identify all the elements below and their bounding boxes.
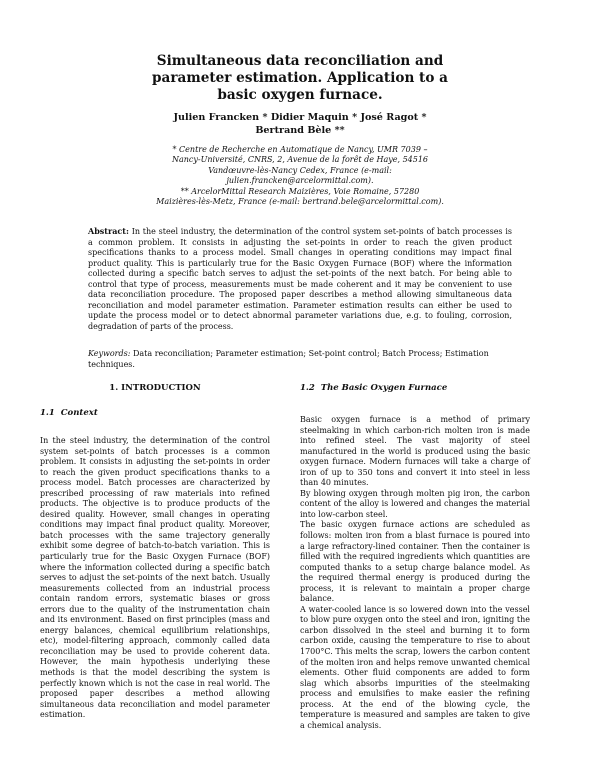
subsection-number: 1.1 xyxy=(40,408,55,418)
context-paragraph: In the steel industry, the determination of the control system set-points of batch processes is a common problem. It consists in adjusting the set-points in order to reach the given product specifications thanks to a process model. Batch processes are characterized by prescribed processing of raw materials into refined products. The objective is to produce products of the desired quality. However, small changes in operating conditions may impact final product quality. Moreover, batch processes with the same trajectory generally exhibit some degree of batch-to-batch variation. This is particularly true for the Basic Oxygen Furnace (BOF) where the information collected during a specific batch serves to adjust the set-points of the next batch. Usually measurements collected from an industrial process contain random errors, systematic biases or gross errors due to the quality of the instrumentation chain and its environment. Based on first principles (mass and energy balances, chemical equilibrium relationships, etc), model-filtering approach, commonly called data reconciliation may be used to provide coherent data. However, the main hypothesis underlying these methods is that the model describing the system is perfectly known which is not the case in real world. The proposed paper describes a method allowing simultaneous data reconciliation and model parameter estimation. xyxy=(40,436,270,720)
affiliation-line: julien.francken@arcelormittal.com). xyxy=(226,176,374,186)
title-line: parameter estimation. Application to a xyxy=(152,70,448,86)
authors-line: Julien Francken * Didier Maquin * José Ragot * xyxy=(173,112,427,123)
abstract xyxy=(88,226,512,332)
title-line: basic oxygen furnace. xyxy=(217,87,383,103)
subsection-number: 1.2 xyxy=(300,383,315,393)
affiliation-line: ** ArcelorMittal Research Maizières, Voie Romaine, 57280 xyxy=(180,186,420,196)
bof-paragraph: By blowing oxygen through molten pig iron, the carbon content of the alloy is lowered and changes the material into low-carbon steel. xyxy=(300,488,530,519)
affiliation-line: Vandœuvre-lès-Nancy Cedex, France (e-mail: xyxy=(208,165,392,175)
affiliation-line: Nancy-Université, CNRS, 2, Avenue de la forêt de Haye, 54516 xyxy=(171,155,429,165)
abstract-label: Abstract: xyxy=(88,226,129,236)
affiliation-line: * Centre de Recherche en Automatique de Nancy, UMR 7039 – xyxy=(172,145,428,154)
affiliation-line: Maizières-lès-Metz, France (e-mail: bertrand.bele@arcelormittal.com). xyxy=(156,197,444,207)
subsection-heading-context xyxy=(40,408,98,418)
bof-paragraph: Basic oxygen furnace is a method of primary steelmaking in which carbon-rich molten iron is made into refined steel. The vast majority of steel manufactured in the world is produced using the basic oxygen furnace. Modern furnaces will take a charge of iron of up to 350 tons and convert it into steel in less than 40 minutes. xyxy=(300,415,530,488)
bof-paragraph: The basic oxygen furnace actions are scheduled as follows: molten iron from a blast furnace is poured into a large refractory-lined container. Then the container is filled with the required ingredients which quantities are computed thanks to a setup charge balance model. As the required thermal energy is produced during the process, it is relevant to maintain a proper charge balance. xyxy=(300,520,530,604)
left-column xyxy=(40,436,270,721)
right-column xyxy=(300,415,530,731)
section-heading: 1. INTRODUCTION xyxy=(109,383,201,393)
authors-line: Bertrand Bèle ** xyxy=(255,125,345,136)
abstract-text: In the steel industry, the determination of the control system set-points of batch processes is a common problem. It consists in adjusting the set-points in order to reach the given product specifications thanks to a process model. Small changes in operating conditions may impact final product quality. This is particularly true for the Basic Oxygen Furnace (BOF) where the information collected during a specific batch serves to adjust the set-points of the next batch. For being able to control that type of process, measurements must be made coherent and it may be convenient to use data reconciliation procedure. The proposed paper describes a method allowing simultaneous data reconciliation and model parameter estimation. Parameter estimation results can either be used to update the process model or to detect abnormal parameter variations due, e.g. to fouling, corrosion, degradation of parts of the process. xyxy=(88,227,512,331)
keywords-text: Data reconciliation; Parameter estimation; Set-point control; Batch Process; Estimation techniques. xyxy=(88,349,489,369)
keywords xyxy=(88,349,512,370)
subsection-heading-bof xyxy=(300,383,447,393)
keywords-label: Keywords: xyxy=(88,349,131,358)
paper-title xyxy=(110,53,490,104)
subsection-title: The Basic Oxygen Furnace xyxy=(320,383,448,393)
bof-paragraph: A water-cooled lance is so lowered down into the vessel to blow pure oxygen onto the steel and iron, igniting the carbon dissolved in the steel and burning it to form carbon oxide, causing the temperature to rise to about 1700°C. This melts the scrap, lowers the carbon content of the molten iron and helps remove unwanted chemical elements. Other fluid components are added to form slag which absorbs impurities of the steelmaking process and emulsifies to make easier the refining process. At the end of the blowing cycle, the temperature is measured and samples are taken to give a chemical analysis. xyxy=(300,604,530,730)
author-list xyxy=(110,111,490,137)
subsection-title: Context xyxy=(60,408,98,418)
title-line: Simultaneous data reconciliation and xyxy=(156,53,444,69)
affiliations xyxy=(90,145,510,207)
